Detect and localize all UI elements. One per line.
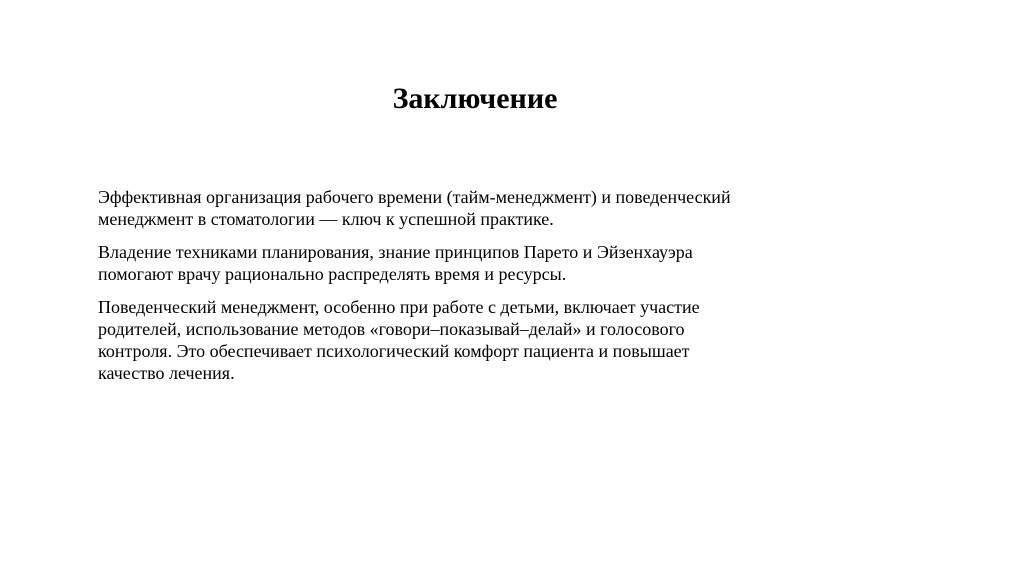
paragraph-behavior-management bbox=[98, 296, 868, 384]
paragraph-line: помогают врачу рационально распределять время и ресурсы. bbox=[98, 264, 567, 284]
paragraph-line: менеджмент в стоматологии — ключ к успешной практике. bbox=[98, 209, 554, 229]
slide-body bbox=[98, 186, 868, 395]
paragraph-line: Владение техниками планирования, знание принципов Парето и Эйзенхауэра bbox=[98, 242, 693, 262]
paragraph-time-management bbox=[98, 186, 868, 230]
paragraph-line: Поведенческий менеджмент, особенно при работе с детьми, включает участие bbox=[98, 297, 700, 317]
paragraph-line: родителей, использование методов «говори–показывай–делай» и голосового bbox=[98, 319, 685, 339]
paragraph-line: контроля. Это обеспечивает психологический комфорт пациента и повышает bbox=[98, 341, 690, 361]
paragraph-line: качество лечения. bbox=[98, 363, 235, 383]
paragraph-line: Эффективная организация рабочего времени (тайм-менеджмент) и поведенческий bbox=[98, 187, 731, 207]
slide-title: Заключение bbox=[392, 82, 558, 115]
paragraph-planning-techniques bbox=[98, 241, 868, 285]
